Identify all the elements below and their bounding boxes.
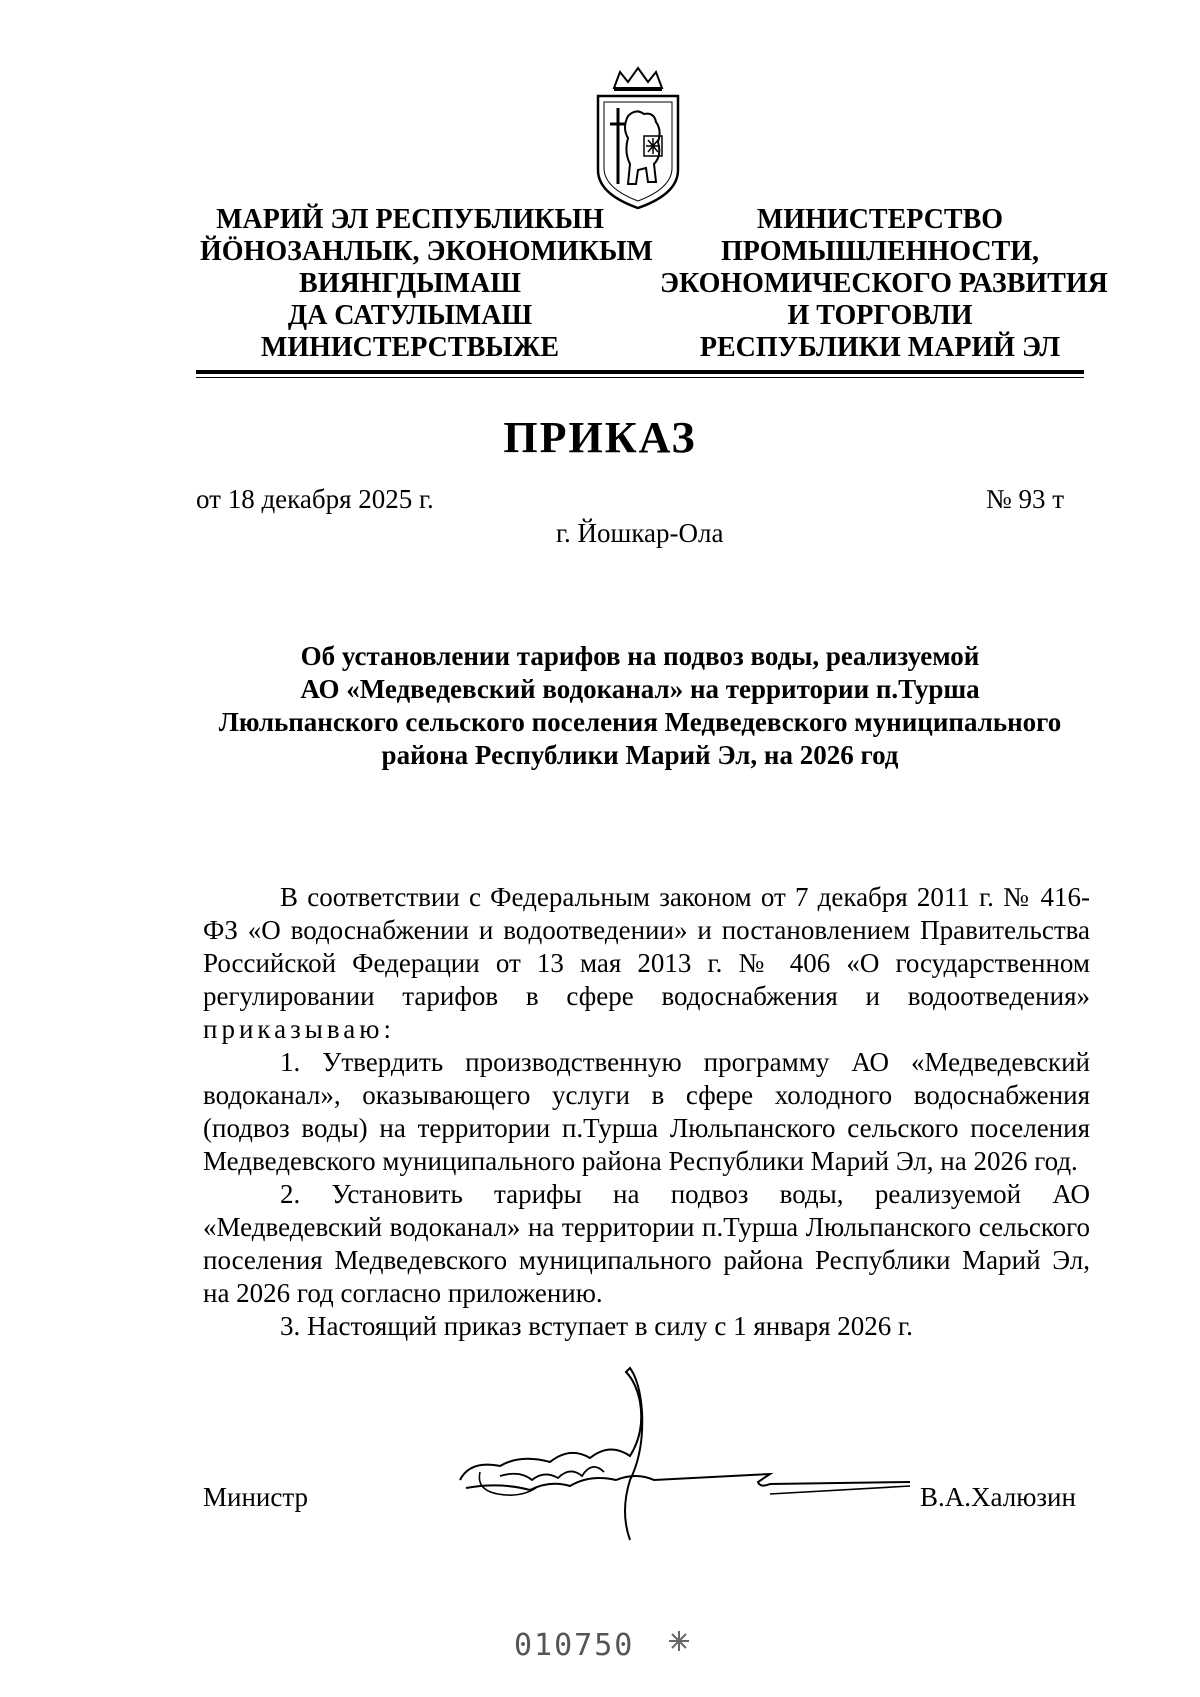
order-item: 1. Утвердить производственную программу АО «Медведевский водоканал», оказывающего услуги в сфере холодного водоснабжения (подвоз воды) на территории п.Турша Люльпанского сельского поселения Медведевского муниципального района Республики Марий Эл, на 2026 год. [203, 1047, 1090, 1176]
subject-line: района Республики Марий Эл, на 2026 год [381, 740, 899, 770]
order-item: 3. Настоящий приказ вступает в силу с 1 января 2026 г. [280, 1311, 913, 1341]
preamble-paragraph [203, 881, 1090, 1046]
ministry-name-mari-line: ЙӦНОЗАНЛЫК, ЭКОНОМИКЫМ [200, 236, 653, 267]
ministry-name-mari [200, 204, 653, 364]
header-divider-thin [196, 377, 1084, 378]
order-item: 2. Установить тарифы на подвоз воды, реализуемой АО «Медведевский водоканал» на территории п.Турша Люльпанского сельского поселения Медведевского муниципального района Республики Марий Эл, на 2026 год согласно приложению. [203, 1179, 1090, 1308]
document-subject [190, 640, 1090, 772]
ministry-name-mari-line: МАРИЙ ЭЛ РЕСПУБЛИКЫН [216, 204, 604, 235]
preamble-text: В соответствии с Федеральным законом от 7 декабря 2011 г. № 416-ФЗ «О водоснабжении и водоотведении» и постановлением Правительства Российской Федерации от 13 мая 2013 г. № 406 «О государственном регулировании тарифов в сфере водоснабжения и водоотведения» [203, 882, 1090, 1011]
document-number: № 93 т [986, 484, 1065, 514]
header-divider-thick [196, 370, 1084, 374]
ministry-name-mari-line: МИНИСТЕРСТВЫЖЕ [260, 332, 560, 363]
document-date: от 18 декабря 2025 г. [196, 484, 434, 514]
ministry-name-mari-line: ВИЯНГДЫМАШ [299, 268, 521, 299]
ministry-name-russian-line: ПРОМЫШЛЕННОСТИ, [720, 236, 1040, 267]
ministry-name-mari-line: ДА САТУЛЫМАШ [287, 300, 533, 331]
document-body [203, 881, 1090, 1343]
subject-line: Об установлении тарифов на подвоз воды, реализуемой [300, 641, 980, 671]
order-word: приказываю: [203, 1014, 395, 1044]
ministry-name-russian-line: МИНИСТЕРСТВО [756, 204, 1004, 235]
handwritten-signature [440, 1362, 940, 1542]
ministry-name-russian-line: И ТОРГОВЛИ [787, 300, 973, 331]
document-title: ПРИКАЗ [503, 413, 697, 462]
coat-of-arms-icon [592, 66, 684, 212]
form-serial-number: 010750 [514, 1628, 635, 1663]
ministry-name-russian-line: ЭКОНОМИЧЕСКОГО РАЗВИТИЯ [660, 268, 1108, 299]
ministry-name-russian-line: РЕСПУБЛИКИ МАРИЙ ЭЛ [699, 332, 1061, 363]
signatory-role: Министр [203, 1482, 308, 1512]
subject-line: Люльпанского сельского поселения Медведевского муниципального [218, 707, 1062, 737]
star-mark-icon [668, 1630, 690, 1652]
subject-line: АО «Медведевский водоканал» на территории п.Турша [300, 674, 980, 704]
ministry-name-russian [660, 204, 1108, 364]
signatory-name: В.А.Халюзин [920, 1482, 1076, 1512]
document-city: г. Йошкар-Ола [556, 518, 724, 548]
